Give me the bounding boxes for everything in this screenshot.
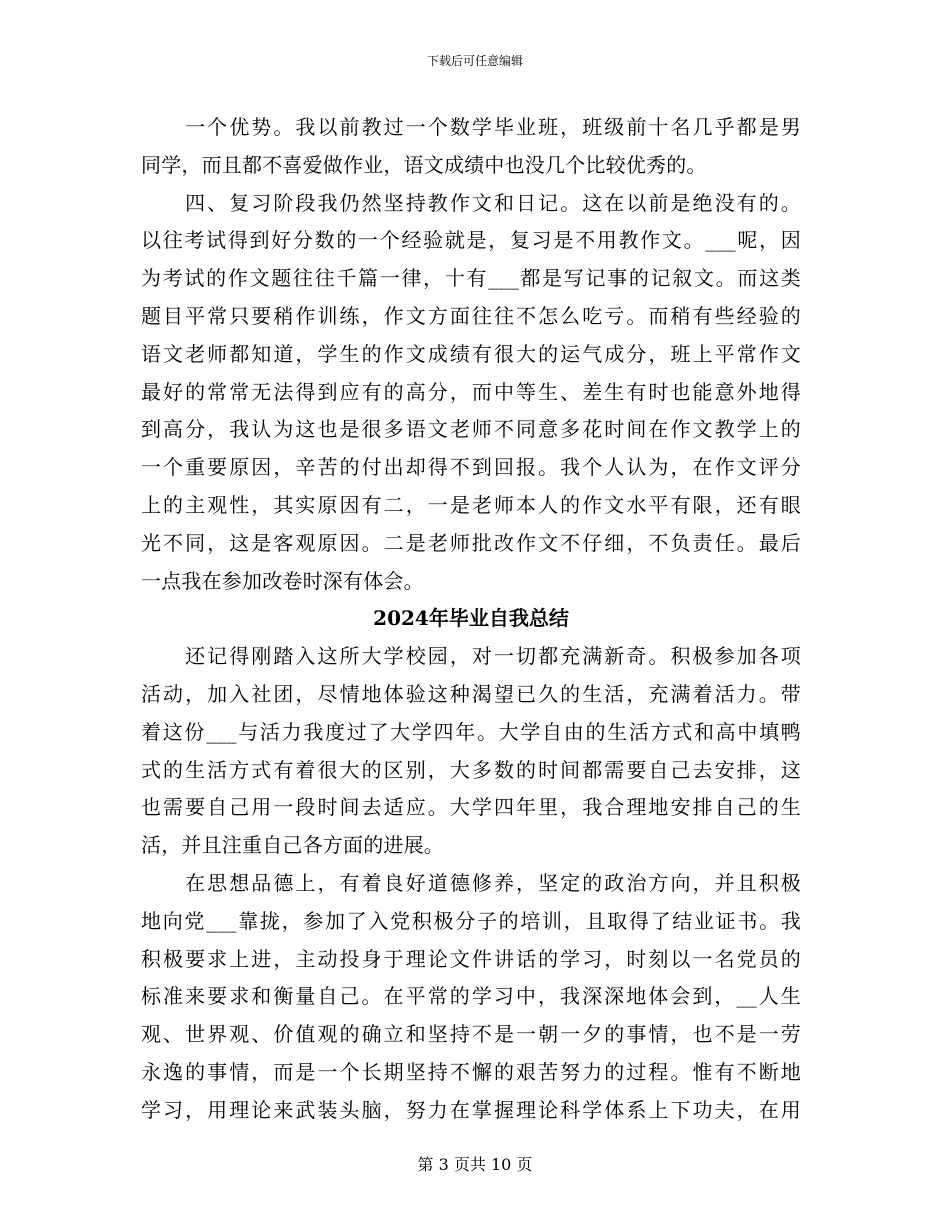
text-line: 标准来要求和衡量自己。在平常的学习中，我深深地体会到，__人生 [141, 984, 801, 1009]
text-line: 活，并且注重自己各方面的进展。 [141, 833, 444, 858]
text-line: 也需要自己用一段时间去适应。大学四年里，我合理地安排自己的生 [141, 795, 801, 820]
text-line: 积极要求上进，主动投身于理论文件讲话的学习，时刻以一名党员的 [141, 946, 801, 971]
paragraph-moral-character [141, 865, 801, 1130]
page-footer: 第 3 页共 10 页 [417, 1155, 533, 1174]
section-title: 2024年毕业自我总结 [373, 606, 569, 631]
text-line: 观、世界观、价值观的确立和坚持不是一朝一夕的事情，也不是一劳 [141, 1022, 801, 1047]
text-line: 同学，而且都不喜爱做作业，语文成绩中也没几个比较优秀的。 [141, 152, 707, 177]
text-line: 最好的常常无法得到应有的高分，而中等生、差生有时也能意外地得 [141, 379, 801, 404]
text-line: 还记得刚踏入这所大学校园，对一切都充满新奇。积极参加各项 [141, 644, 801, 669]
text-line: 活动，加入社团，尽情地体验这种渴望已久的生活，充满着活力。带 [141, 681, 801, 706]
text-line: 学习，用理论来武装头脑，努力在掌握理论科学体系上下功夫，在用 [141, 1097, 801, 1122]
document-body [141, 109, 801, 1130]
text-line: 一个重要原因，辛苦的付出却得不到回报。我个人认为，在作文评分 [141, 455, 801, 480]
text-line: 式的生活方式有着很大的区别，大多数的时间都需要自己去安排，这 [141, 757, 801, 782]
text-line: 一点我在参加改卷时深有体会。 [141, 568, 424, 593]
paragraph-university-life [141, 638, 801, 865]
text-line: 以往考试得到好分数的一个经验就是，复习是不用教作文。___呢，因 [141, 228, 801, 253]
text-line: 着这份___与活力我度过了大学四年。大学自由的生活方式和高中填鸭 [141, 719, 801, 744]
text-line: 四、复习阶段我仍然坚持教作文和日记。这在以前是绝没有的。 [141, 190, 801, 215]
text-line: 上的主观性，其实原因有二，一是老师本人的作文水平有限，还有眼 [141, 492, 801, 517]
paragraph-continuation [141, 109, 801, 185]
text-line: 地向党___靠拢，参加了入党积极分子的培训，且取得了结业证书。我 [141, 908, 801, 933]
text-line: 在思想品德上，有着良好道德修养，坚定的政治方向，并且积极 [141, 870, 801, 895]
text-line: 题目平常只要稍作训练，作文方面往往不怎么吃亏。而稍有些经验的 [141, 303, 801, 328]
text-line: 到高分，我认为这也是很多语文老师不同意多花时间在作文教学上的 [141, 417, 801, 442]
text-line: 光不同，这是客观原因。二是老师批改作文不仔细，不负责任。最后 [141, 530, 801, 555]
text-line: 为考试的作文题往往千篇一律，十有___都是写记事的记叙文。而这类 [141, 266, 801, 291]
text-line: 永逸的事情，而是一个长期坚持不懈的艰苦努力的过程。惟有不断地 [141, 1059, 801, 1084]
page-header: 下载后可任意编辑 [426, 54, 523, 68]
text-line: 一个优势。我以前教过一个数学毕业班，班级前十名几乎都是男 [141, 115, 801, 139]
paragraph-review-writing [141, 185, 801, 601]
text-line: 语文老师都知道，学生的作文成绩有很大的运气成分，班上平常作文 [141, 341, 801, 366]
